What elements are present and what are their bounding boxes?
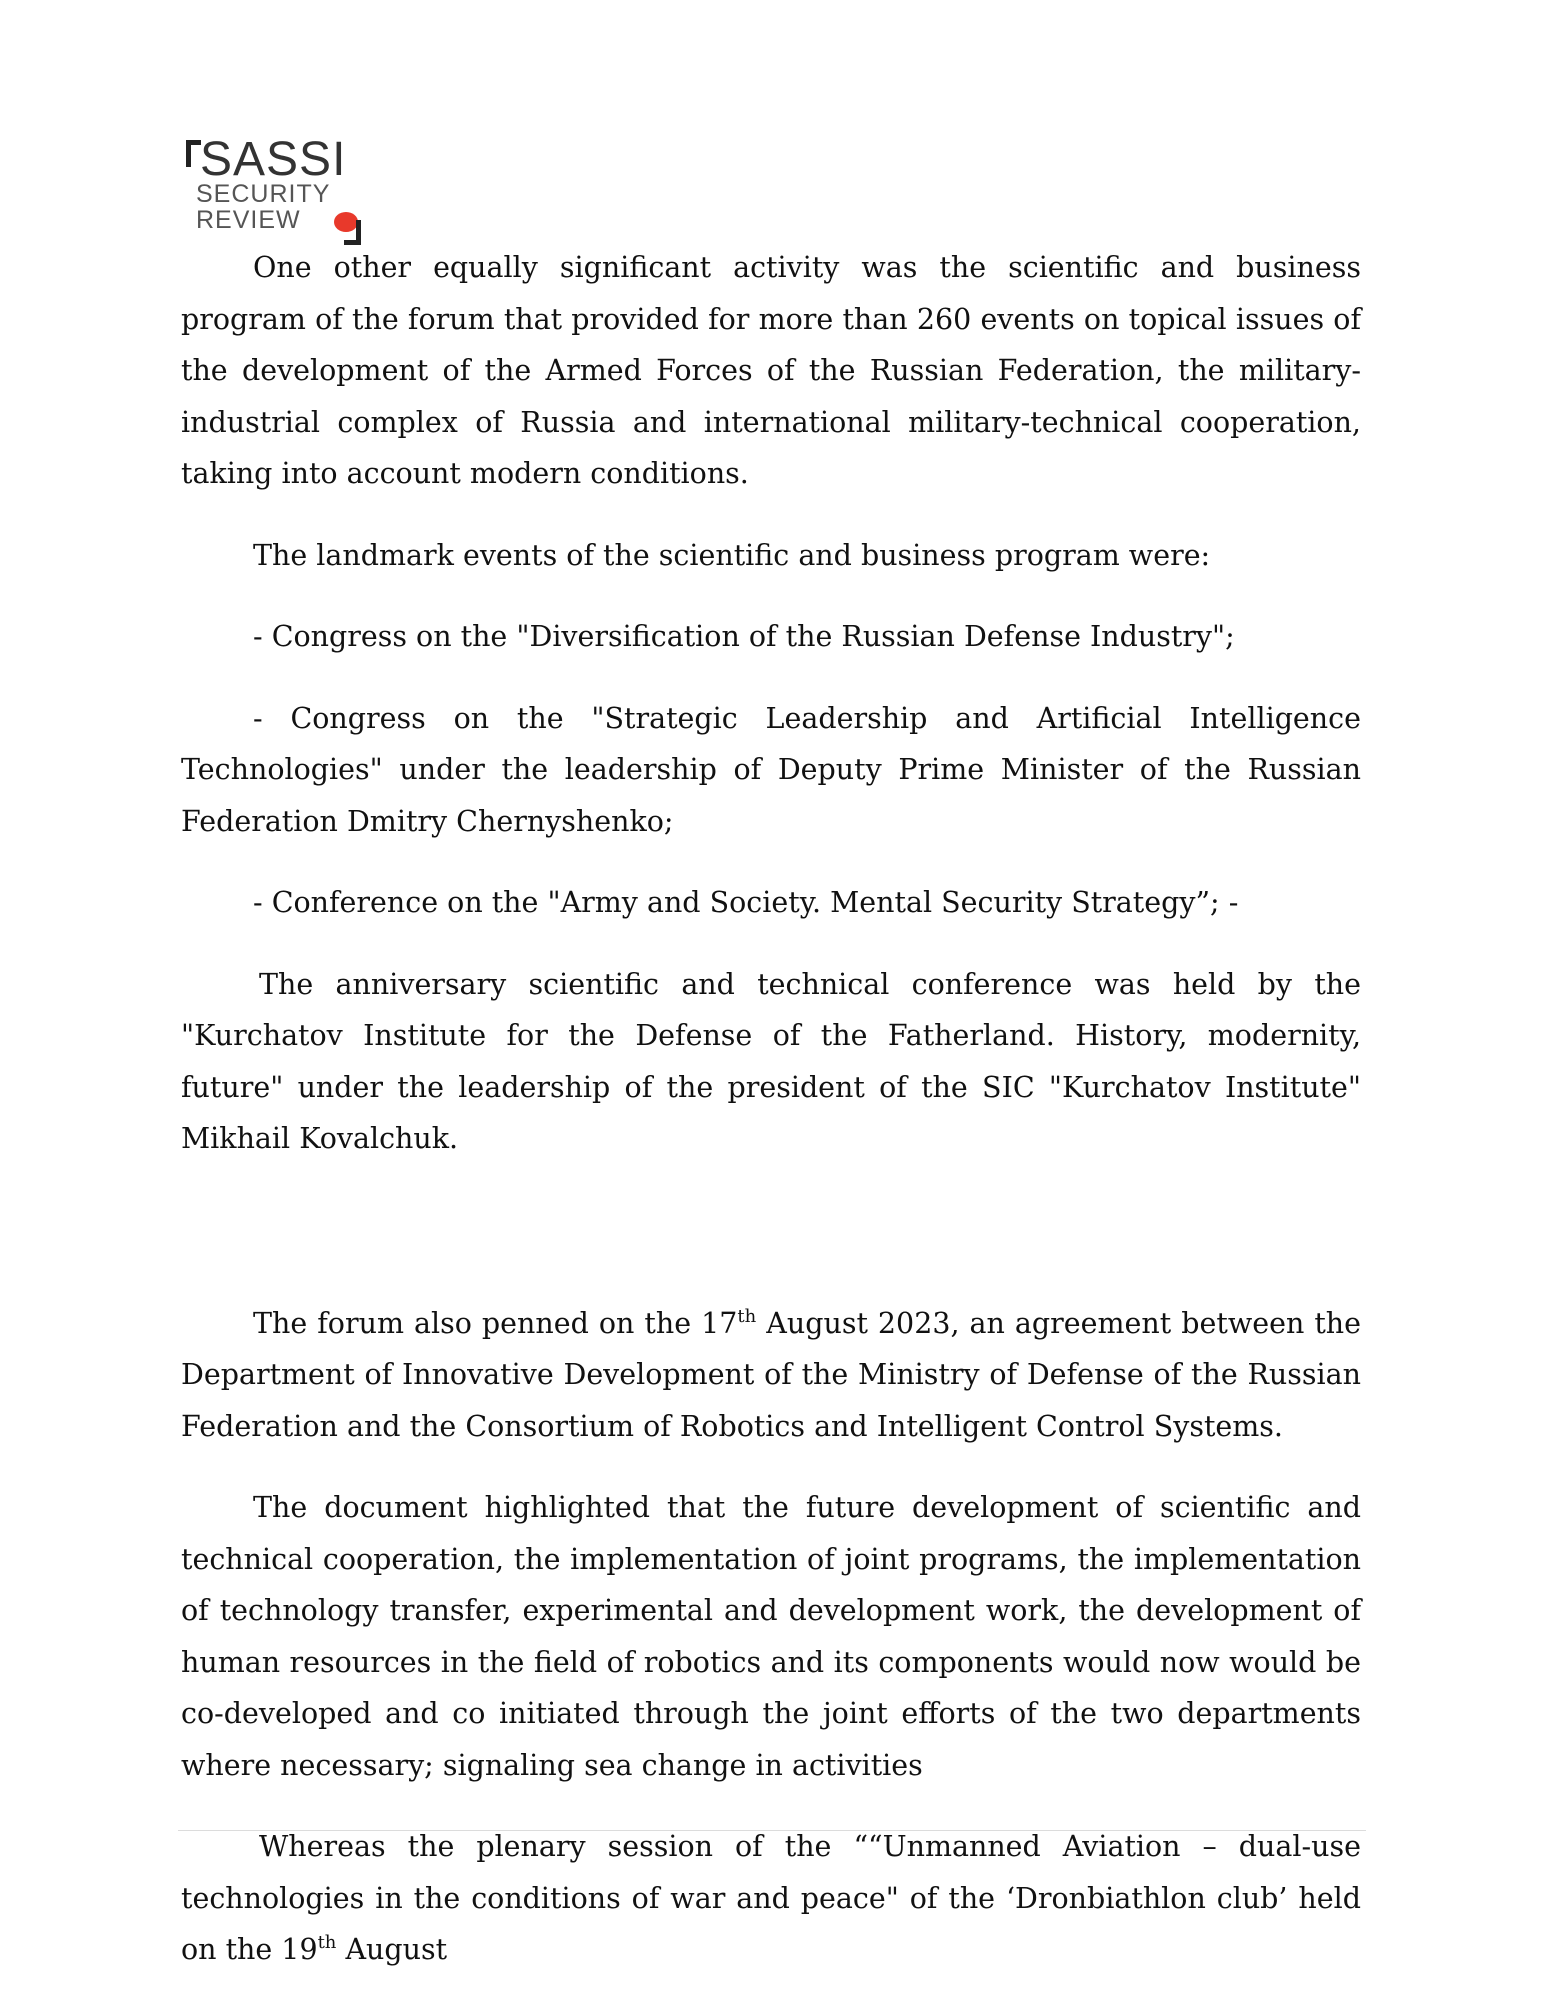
ordinal-suffix: th: [317, 1932, 337, 1953]
list-item-army-society-conference: - Conference on the "Army and Society. Mental Security Strategy”; -: [253, 886, 1239, 919]
sassi-logo: [186, 133, 376, 242]
logo-bracket-top-left: [186, 140, 201, 167]
agreement-text-end: August 2023, an agreement between the Department of Innovative Development of the Ministry of Defense of the Russian Federation and the Consortium of Robotics and Intelligent Control Systems.: [181, 1306, 1362, 1443]
ordinal-suffix: th: [737, 1305, 757, 1327]
plenary-text-start: Whereas the plenary session of the ““Unmanned Aviation – dual-use technologies in the conditions of war and peace" of the ‘Dronbiathlon club’ held on the 19: [181, 1830, 1361, 1966]
paragraph-scientific-program: One other equally significant activity was the scientific and business program of the forum that provided for more than 260 events on topical issues of the development of the Armed Forces of the Russian Federation, the military-industrial complex of Russia and international military-technical cooperation, taking into account modern conditions.: [181, 251, 1361, 490]
logo-subtitle-review: REVIEW: [196, 206, 301, 234]
logo-subtitle-security: SECURITY: [196, 180, 331, 208]
paragraph-forum-agreement: [181, 1298, 1361, 1453]
logo-main-text: SASSI: [200, 133, 347, 186]
paragraph-landmark-events: The landmark events of the scientific and business program were:: [253, 538, 1211, 572]
plenary-text-end: August: [336, 1933, 448, 1966]
document-body: [181, 242, 1361, 1976]
paragraph-plenary-session: [181, 1821, 1361, 1976]
list-item-ai-congress: - Congress on the "Strategic Leadership and Artificial Intelligence Technologies" under the leadership of Deputy Prime Minister of the Russian Federation Dmitry Chernyshenko;: [181, 701, 1361, 838]
paragraph-kurchatov-conference: The anniversary scientific and technical conference was held by the "Kurchatov Institute for the Defense of the Fatherland. History, modernity, future" under the leadership of the president of the SIC "Kurchatov Institute" Mikhail Kovalchuk.: [181, 967, 1361, 1155]
list-item-diversification-congress: - Congress on the "Diversification of the Russian Defense Industry";: [253, 620, 1235, 653]
paragraph-document-highlights: The document highlighted that the future development of scientific and technical cooperation, the implementation of joint programs, the implementation of technology transfer, experimental and development work, the development of human resources in the field of robotics and its components would now would be co-developed and co initiated through the joint efforts of the two departments where necessary; signaling sea change in activities: [181, 1491, 1361, 1782]
footer-divider: [178, 1830, 1366, 1831]
agreement-text-start: The forum also penned on the 17: [253, 1306, 738, 1340]
